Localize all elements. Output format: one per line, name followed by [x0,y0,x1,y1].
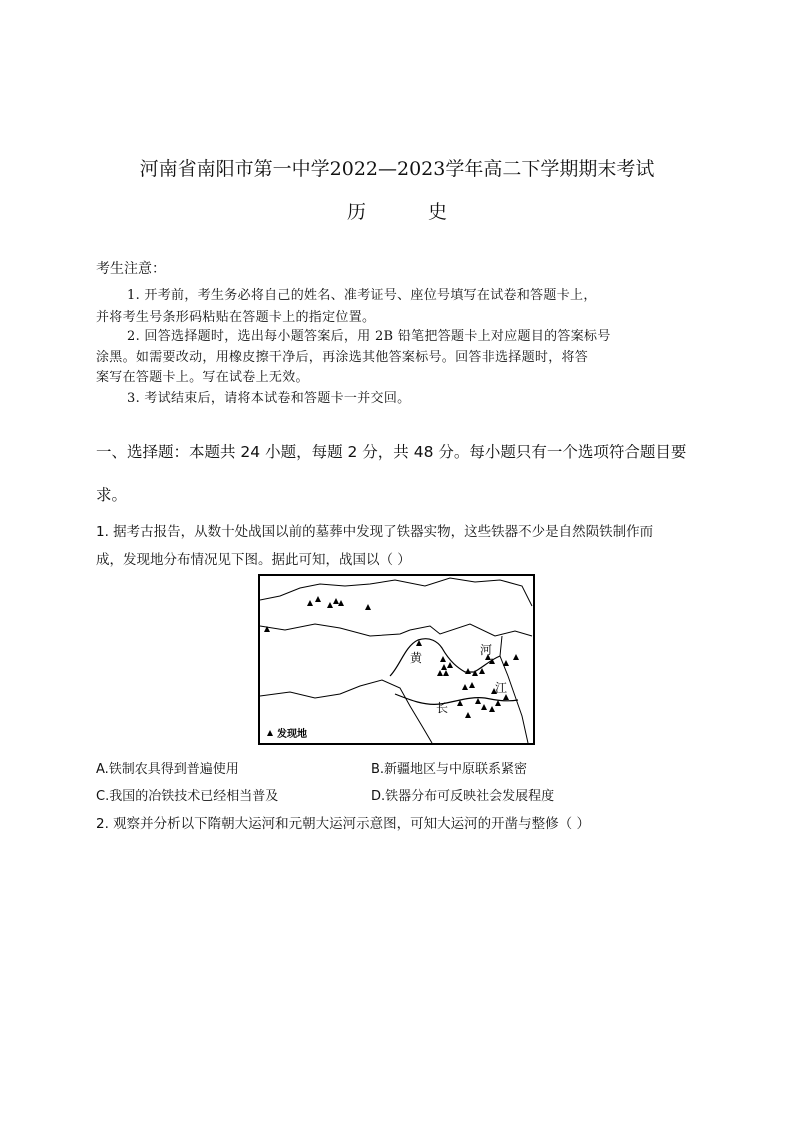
findspot-marker [489,706,495,712]
map-legend-text: 发现地 [277,729,307,740]
map-drawing [260,576,533,743]
map-label-jiang: 江 [495,681,508,695]
findspot-marker [481,704,487,710]
north-china-boundary [410,624,532,636]
map-label-he: 河 [480,643,493,657]
iron-findspot-map [258,574,535,745]
findspot-marker [333,598,339,604]
question-1-stem-line-1: 1. 据考古报告，从数十处战国以前的墓葬中发现了铁器实物，这些铁器不少是自然陨铁制作而 [96,524,654,540]
findspot-marker [443,670,449,676]
notice-line-1: 1. 开考前，考生务必将自己的姓名、准考证号、座位号填写在试卷和答题卡上， [127,288,597,303]
findspot-marker [365,604,371,610]
findspot-marker [475,698,481,704]
findspot-marker [327,602,333,608]
map-label-chang: 长 [436,701,449,715]
section-heading-line-1: 一、选择题：本题共 24 小题，每题 2 分，共 48 分。每小题只有一个选项符合题目要 [96,443,687,461]
question-1-option-d: D.铁器分布可反映社会发展程度 [371,789,555,804]
findspot-marker [338,600,344,606]
findspot-marker [437,670,443,676]
question-1-option-b: B.新疆地区与中原联系紧密 [371,762,528,777]
findspot-marker [462,684,468,690]
subject-char-2: 史 [428,201,448,223]
exam-title: 河南省南阳市第一中学2022—2023学年高二下学期期末考试 [139,158,655,180]
subject-char-1: 历 [346,201,366,223]
notice-heading: 考生注意： [96,261,166,277]
question-2-stem: 2. 观察并分析以下隋朝大运河和元朝大运河示意图，可知大运河的开凿与整修（ ） [96,816,590,832]
inner-boundary [260,624,410,636]
findspot-marker [465,668,471,674]
findspot-marker [440,656,446,662]
notice-line-5: 案写在答题卡上。写在试卷上无效。 [96,370,309,385]
findspot-marker [315,596,321,602]
findspot-marker [503,660,509,666]
question-1-stem-line-2: 成，发现地分布情况见下图。据此可知，战国以（ ） [96,552,411,568]
findspot-marker [469,682,475,688]
notice-line-2: 并将考生号条形码粘贴在答题卡上的指定位置。 [96,310,376,325]
findspot-marker [447,662,453,668]
subject-title [0,197,794,224]
findspot-marker [465,712,471,718]
notice-line-4: 涂黑。如需要改动，用橡皮擦干净后，再涂选其他答案标号。回答非选择题时，将答 [96,350,589,365]
question-1-option-a: A.铁制农具得到普遍使用 [96,762,239,777]
yangtze-river [395,694,518,704]
map-label-huang: 黄 [410,651,423,665]
findspot-markers [264,596,519,718]
findspot-marker [307,600,313,606]
findspot-marker [441,664,447,670]
findspot-marker [513,654,519,660]
notice-line-3: 2. 回答选择题时，选出每小题答案后，用 2B 铅笔把答题卡上对应题目的答案标号 [127,329,611,344]
notice-line-6: 3. 考试结束后，请将本试卷和答题卡一并交回。 [127,391,411,406]
northern-border [260,578,532,606]
legend-marker-icon [267,730,273,736]
question-1-option-c: C.我国的冶铁技术已经相当普及 [96,789,279,804]
section-heading-line-2: 求。 [96,486,128,504]
